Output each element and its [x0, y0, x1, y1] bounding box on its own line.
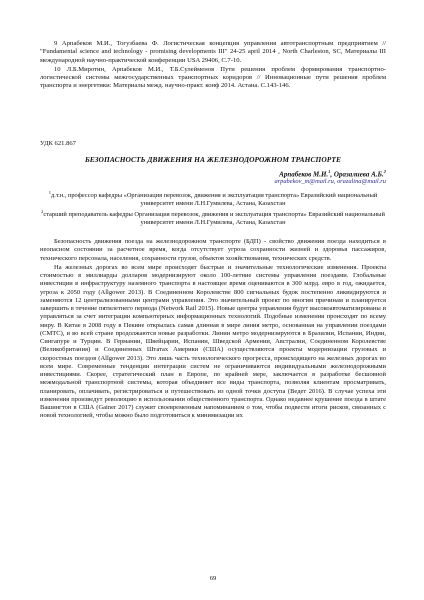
affiliation-superscript: 2: [41, 209, 44, 215]
author-name: Арпабеков М.И.: [279, 170, 329, 179]
author-line: [40, 169, 386, 178]
author-name: Оразалиева А.Б.: [333, 170, 384, 179]
article-title: БЕЗОПАСНОСТЬ ДВИЖЕНИЯ НА ЖЕЛЕЗНОДОРОЖНОМ ТРАНСПОРТЕ: [84, 155, 342, 164]
affiliation-text: д.т.н., профессор кафедры «Организация перевозок, движения и эксплуатация транспорта» Евразийский национальный университет имени Л.Н.Гумилева, Астана, Казахстан: [50, 192, 378, 208]
reference-list: [40, 40, 386, 92]
author-emails: arpabekov_m@mail.ru, orazalina@mail.ru: [274, 178, 386, 185]
author-superscript: 1: [328, 169, 331, 174]
reference-item-10: 10 Л.Б.Миротин, Арпабеков М.И., Т.Б.Сулейменов Пути решения проблем формирования транспортно-логистической системы межгосударственных транспортных коридоров // Инновационные пути решения проблем транспорта и энергетики: Материалы межд. научно-практ. конф 2014. Астана. С.143-146.: [40, 65, 386, 90]
affiliations: [40, 190, 386, 228]
author-separator: ,: [330, 170, 334, 179]
affiliation-superscript: 1: [48, 190, 51, 195]
author-superscript: 2: [383, 169, 386, 174]
article-body: [40, 238, 386, 422]
affiliation-text: старший преподаватель кафедры Организация перевозок, движения и эксплуатация транспорта» Евразийский национальный университет имени Л.Н.Гумилева, Астана, Казахстан: [43, 211, 385, 227]
page-number: 69: [209, 575, 217, 582]
reference-item-9: 9 Арпабеков М.И., Тогузбаева Ф. Логистическая концепция управления автотранспортным предприятием // "Fundamental science and technology - promising developments III" 24-25 april 2014 , North Charleston, SC, Материалы III международной научно-практической конференции USA 29406, C.7-10.: [40, 40, 386, 64]
body-paragraph: На железных дорогах во всем мире происходят быстрые и значительные технологические изменения. Проекты стоимостью в миллиарды долларов модернизируют около 100-летние системы управления поездами. Глобальные инвестиции в инфраструктуру наземного транспорта в настоящее время оцениваются в 300 млрд. евро в год, ожидается, угроза к 2050 году (Allgower 2013). В Соединенном Королевстве 800 сигнальных будок постепенно ликвидируются и заменяются 12 централизованными центрами управления. Это значительный проект по многим причинам и планируется завершить в течение пятилетнего периода (Network Rail 2015). Новые центры управления будут высокоавтоматизированы и управляться за счет интеграции компьютерных информационных технологий. Подобные изменения происходят по всему миру. В Китае в 2008 году в Пекине открылась самая длинная в мире линия метро, основанная на управлении поездами (СМТС), и во всей стране продолжаются новые разработки. Линии метро модернизируются в Бразилии, Испании, Индии, Сингапуре и Турции. В Германии, Швейцарии, Испании, Шведской Армении, Австралии, Соединенном Королевстве (Великобритания) и Соединенных Штатах Америки (США) осуществляются проекты модернизации грузовых и скоростных поездов (Allgower 2013). Это лишь часть технологического прогресса, происходящего на железных дорогах во всем мире. Современные тенденции интеграции систем не ограничиваются индивидуальными железнодорожными инвестициями. Скорее, стратегический план в Европе, по крайней мере, заключается в разработке бесшовной межмодальной транспортной системы, которая объединяет все виды транспорта, позволяя клиентам просматривать, планировать, оплачивать, регистрироваться и путешествовать из одной точки доступа (Ведет 2016). В случае успеха эти изменения произведут революцию в использовании общественного транспорта. Однако недавнее крушение поезда в штате Вашингтон в США (Gainer 2017) служит своевременным напоминанием о том, чтобы подвести итоги рисков, связанных с новой технологией, чтобы можно было подготовиться к минимизации их: [40, 263, 386, 420]
body-paragraph: Безопасность движения поезда на железнодорожном транспорте (БДП) - свойство движения поезда находиться в неопасном состоянии за расчетное время, когда отсутствует угроза сохранности жизней и здоровья пассажиров, технического персонала, населения, сохранности грузов, объектов хозяйствования, технических средств.: [40, 238, 386, 262]
udc-code: УДК 621.867: [40, 140, 76, 147]
affiliation-1: [40, 190, 386, 208]
affiliation-2: [40, 209, 386, 227]
